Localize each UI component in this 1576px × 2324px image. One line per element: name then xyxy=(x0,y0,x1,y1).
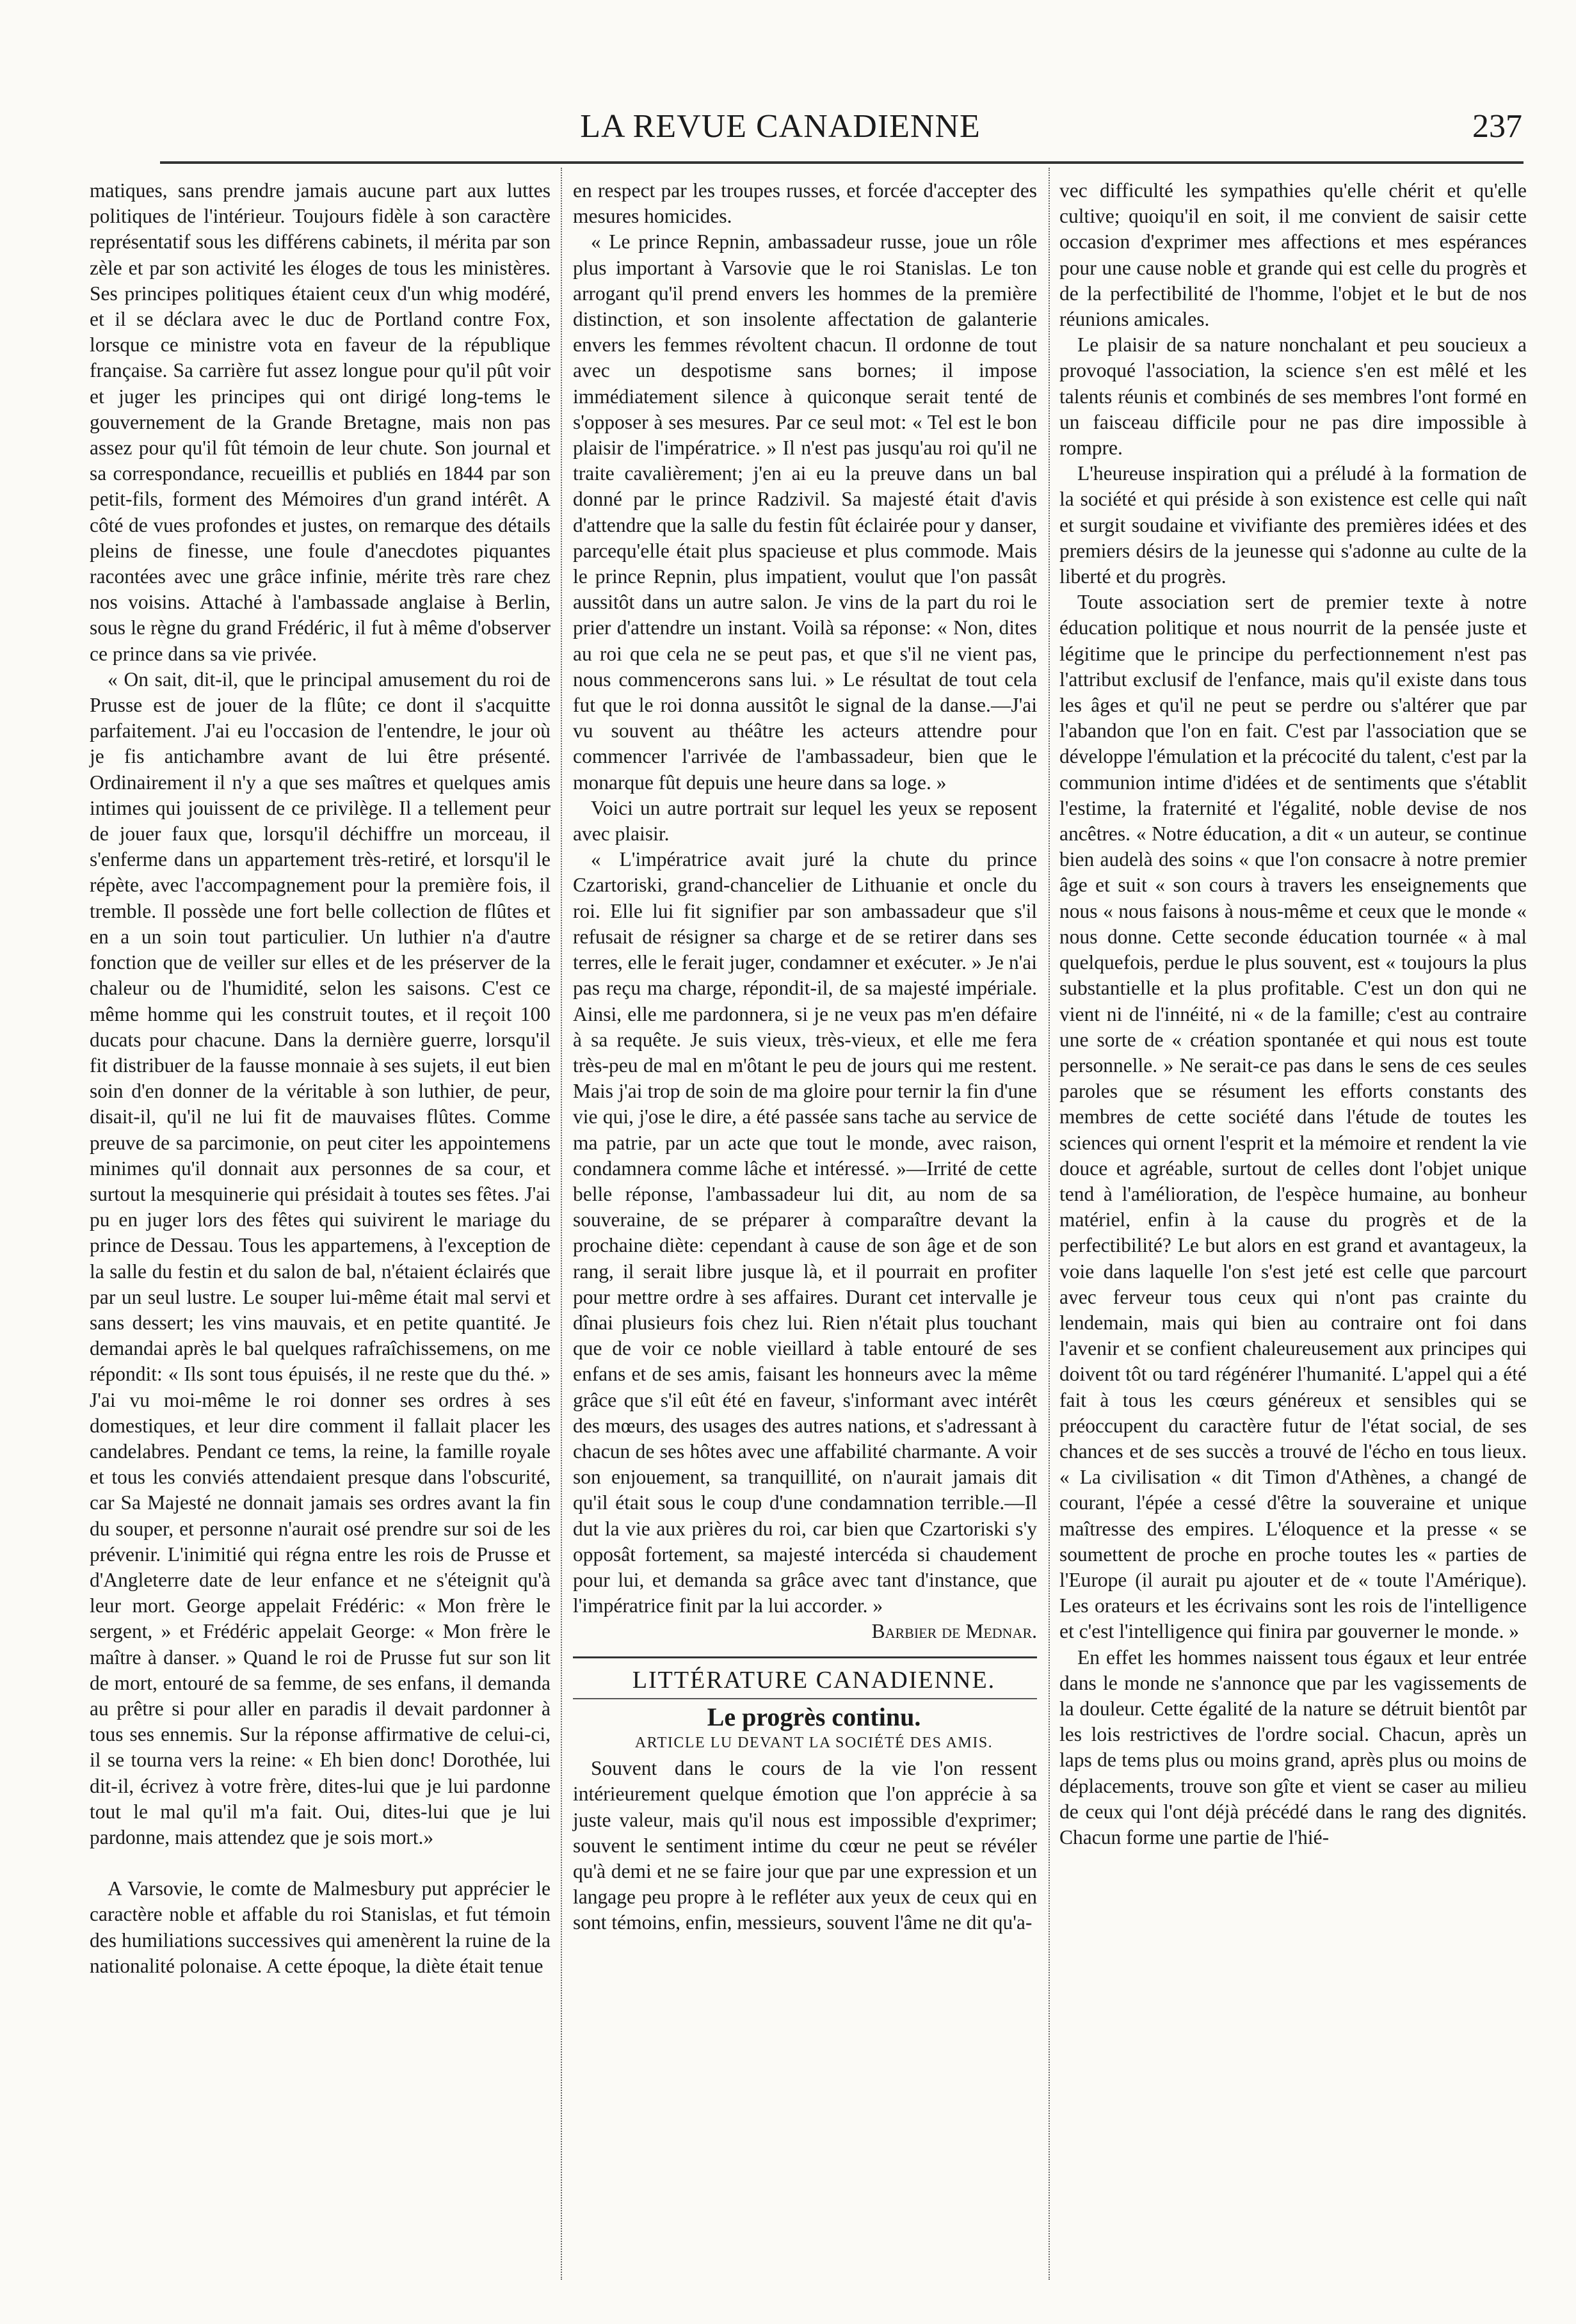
paragraph: vec difficulté les sympathies qu'elle chérit et qu'elle cultive; quoiqu'il en soit, il me convient de saisir cette occasion d'exprimer mes affections et mes espérances pour une cause noble et grande qui est celle du progrès et de la perfectibilité de l'homme, l'objet et le but de nos réunions amicales. xyxy=(1059,179,1527,331)
header-rule xyxy=(160,161,1524,164)
paragraph: en respect par les troupes russes, et forcée d'accepter des mesures homicides. xyxy=(573,179,1037,228)
paragraph: « L'impératrice avait juré la chute du prince Czartoriski, grand-chancelier de Lithuanie et oncle du roi. Elle lui fit signifier par son ambassadeur que s'il refusait de résigner sa charge et de se retirer dans ses terres, elle le ferait juger, condamner et exécuter. » Je n'ai pas reçu ma charge, répondit-il, de sa majesté impériale. Ainsi, elle me pardonnera, si je ne veux pas m'en défaire à sa requête. Je suis vieux, très-vieux, et elle me fera très-peu de mal en m'ôtant le peu de jours qui me restent. Mais j'ai trop de soin de ma gloire pour ternir la fin d'une vie qui, j'ose le dire, a été passée sans tache au service de ma patrie, par un acte que tout le monde, avec raison, condamnera comme lâche et intéressé. »—Irrité de cette belle réponse, l'ambassadeur lui dit, au nom de sa souveraine, de se préparer à comparaître devant la prochaine diète: cependant à cause de son âge et de son rang, il serait libre jusque là, et il pourrait en profiter pour mettre ordre à ses affaires. Durant cet intervalle je dînai plusieurs fois chez lui. Rien n'était plus touchant que de voir ce noble vieillard à table entouré de ses enfans et de ses amis, faisant les honneurs avec la même grâce que s'il eût été en faveur, s'informant avec intérêt des mœurs, des usages des autres nations, et s'adressant à chacun de ses hôtes avec une affabilité charmante. A voir son enjouement, sa tranquillité, on n'aurait jamais dit qu'il était sous le coup d'une condamnation terrible.—Il dut la vie aux prières du roi, car bien que Czartoriski s'y opposât fortement, sa majesté intercéda si chaudement pour lui, et demanda sa grâce avec tant d'instance, que l'impératrice finit par la lui accorder. » xyxy=(573,848,1037,1617)
journal-title: LA REVUE CANADIENNE xyxy=(580,108,981,145)
paragraph: Souvent dans le cours de la vie l'on ressent intérieurement quelque émotion que l'on apprécie à sa juste valeur, mais qu'il nous est impossible d'exprimer; souvent le sentiment intime du cœur ne peut se révéler qu'à demi et ne se faire jour que par une expression et un langage peu propre à le refléter aux yeux de ceux qui en sont témoins, enfin, messieurs, souvent l'âme ne dit qu'a- xyxy=(573,1757,1037,1934)
section-title: LITTÉRATURE CANADIENNE. xyxy=(632,1666,996,1694)
paragraph: matiques, sans prendre jamais aucune part aux luttes politiques de l'intérieur. Toujours fidèle à son caractère représentatif sous les différens cabinets, il mérita par son zèle et par son activité les éloges de tous les ministères. Ses principes politiques étaient ceux d'un whig modéré, et il se déclara avec le duc de Portland contre Fox, lorsque ce ministre vota en faveur de la république française. Sa carrière fut assez longue pour qu'il pût voir et juger les principes qui ont dirigé long-tems le gouvernement de la Grande Bretagne, mais non pas assez pour qu'il fût témoin de leur chute. Son journal et sa correspondance, recueillis et publiés en 1844 par son petit-fils, forment des Mémoires d'un grand intérêt. A côté de vues profondes et justes, on remarque des détails pleins de finesse, une foule d'anecdotes piquantes racontées avec une grâce infinie, mérite très rare chez nos voisins. Attaché à l'ambassade anglaise à Berlin, sous le règne du grand Frédéric, il fut à même d'observer ce prince dans sa vie privée. xyxy=(90,179,551,665)
paragraph: « Le prince Repnin, ambassadeur russe, joue un rôle plus important à Varsovie que le roi Stanislas. Le ton arrogant qu'il prend envers les hommes de la première distinction, et son insolente affectation de galanterie envers les femmes révoltent chacun. Il ordonne de tout avec un despotisme sans bornes; il impose immédiatement silence à quiconque serait tenté de s'opposer à ses mesures. Par ce seul mot: « Tel est le bon plaisir de l'impératrice. » Il n'est pas jusqu'au roi qu'il ne traite cavalièrement; j'en ai eu la preuve dans un bal donné par le prince Radzivil. Sa majesté était d'avis d'attendre que la salle du festin fût éclairée pour y danser, parcequ'elle était plus spacieuse et plus commode. Mais le prince Repnin, plus impatient, voulut que l'on passât aussitôt dans un autre salon. Je vins de la part du roi le prier d'attendre un instant. Voilà sa réponse: « Non, dites au roi que cela ne se peut pas, et que s'il ne vient pas, nous commencerons sans lui. » Le résultat de tout cela fut que le roi donna aussitôt le signal de la danse.—J'ai vu souvent au théâtre les acteurs attendre pour commencer l'arrivée de l'ambassadeur, bien que le monarque fût depuis une heure dans sa loge. » xyxy=(573,230,1037,794)
paragraph: L'heureuse inspiration qui a préludé à la formation de la société et qui préside à son existence est celle qui naît et surgit soudaine et vivifiante des premières idées et des premiers désirs de la jeunesse qui s'adonne au culte de la liberté et du progrès. xyxy=(1059,462,1527,588)
signature: Barbier de Mednar. xyxy=(871,1620,1037,1643)
article-title: Le progrès continu. xyxy=(707,1702,921,1731)
paragraph: Voici un autre portrait sur lequel les yeux se reposent avec plaisir. xyxy=(573,796,1037,845)
paragraph: A Varsovie, le comte de Malmesbury put apprécier le caractère noble et affable du roi Stanislas, et fut témoin des humiliations successives qui amenèrent la ruine de la nationalité polonaise. A cette époque, la diète était tenue xyxy=(90,1877,551,1977)
section-rule xyxy=(573,1656,1037,1658)
paragraph: Le plaisir de sa nature nonchalant et peu soucieux a provoqué l'association, la science s'en est mêlé et les talents réunis et combinés de ses membres l'ont formé en un faisceau difficile pour ne pas dire impossible à rompre. xyxy=(1059,333,1527,460)
column-3 xyxy=(1059,178,1527,1850)
paragraph: « On sait, dit-il, que le principal amusement du roi de Prusse est de jouer de la flûte; ce dont il s'acquitte parfaitement. J'ai eu l'occasion de l'entendre, le jour où je fis antichambre avant de lui être présenté. Ordinairement il n'y a que ses maîtres et quelques amis intimes qui jouissent de ce privilège. Il a tellement peur de jouer faux que, lorsqu'il déchiffre un morceau, il s'enferme dans un appartement très-retiré, et lorsqu'il le répète, avec l'accompagnement pour la première fois, il tremble. Il possède une fort belle collection de flûtes et en a un soin tout particulier. Un luthier n'a d'autre fonction que de veiller sur elles et de les préserver de la chaleur ou de l'humidité, selon les saisons. C'est ce même homme qui les construit toutes, et il reçoit 100 ducats pour chacune. Dans la dernière guerre, lorsqu'il fit distribuer de la fausse monnaie à ses sujets, il eut bien soin d'en donner de la véritable à son luthier, de peur, disait-il, qu'il ne lui fit de mauvaises flûtes. Comme preuve de sa parcimonie, on peut citer les appointemens minimes qu'il donnait aux personnes de sa cour, et surtout la mesquinerie qui présidait à toutes ses fêtes. J'ai pu en juger lors des fêtes qui suivirent le mariage du prince de Dessau. Tous les appartemens, à l'exception de la salle du festin et du salon de bal, n'étaient éclairés que par un seul lustre. Le souper lui-même était mal servi et sans dessert; les vins mauvais, et en petite quantité. Je demandai après le bal quelques rafraîchissemens, on me répondit: « Ils sont tous épuisés, il ne reste que du thé. » J'ai vu moi-même le roi donner ses ordres à ses domestiques, et leur dire comment il fallait placer les candelabres. Pendant ce tems, la reine, la famille royale et tous les conviés attendaient presque dans l'obscurité, car Sa Majesté ne donnait jamais ses ordres avant la fin du souper, et personne n'aurait osé prendre sur soi de les prévenir. L'inimitié qui régna entre les rois de Prusse et d'Angleterre date de leur enfance et ne s'éteignit qu'à leur mort. George appelait Frédéric: « Mon frère le sergent, » et Frédéric appelait George: « Mon frère le maître à danser. » Quand le roi de Prusse fut sur son lit de mort, entouré de sa femme, de ses enfans, il demanda au prêtre si pour aller en paradis il devait pardonner à tous ses ennemis. Sur la réponse affirmative de celui-ci, il se tourna vers la reine: « Eh bien donc! Dorothée, lui dit-il, écrivez à votre frère, dites-lui que je lui pardonne tout le mal qu'il m'a fait. Oui, dites-lui que je lui pardonne, mais attendez que je sois mort.» xyxy=(90,668,551,1848)
column-2 xyxy=(573,178,1037,1936)
article-subtitle: ARTICLE LU DEVANT LA SOCIÉTÉ DES AMIS. xyxy=(634,1734,993,1751)
column-1 xyxy=(90,178,551,1979)
running-header xyxy=(38,108,1522,152)
column-separator xyxy=(1049,168,1050,2280)
column-separator xyxy=(561,168,562,2280)
section-rule-thin xyxy=(573,1698,1037,1699)
paragraph: En effet les hommes naissent tous égaux et leur entrée dans le monde ne s'annonce que par les vagissements de la douleur. Cette égalité de la nature se détruit bientôt par les lois restrictives de l'ordre social. Chacun, après un laps de tems plus ou moins grand, après plus ou moins de déplacements, trouve son gîte et vient se caser au milieu de ceux qui l'ont déjà précédé dans le rang des dignités. Chacun forme une partie de l'hié- xyxy=(1059,1646,1527,1848)
page-number: 237 xyxy=(1472,108,1522,145)
paragraph: Toute association sert de premier texte à notre éducation politique et nous nourrit de la pensée juste et légitime que le principe du perfectionnement n'est pas l'attribut exclusif de l'enfance, mais qu'il existe dans tous les âges et qu'il ne peut se perdre ou s'altérer que par l'abandon que l'on en fait. C'est par l'association que se développe l'émulation et la précocité du talent, c'est par la communion intime d'idées et de sentiments que s'établit l'estime, la fraternité et l'égalité, noble devise de nos ancêtres. « Notre éducation, a dit « un auteur, se continue bien audelà des soins « que l'on consacre à notre premier âge et suit « son cours à travers les enseignements que nous « nous faisons à nous-même et ceux que le monde « nous donne. Cette seconde éducation tournée « à mal quelquefois, perdue le plus souvent, est « toujours la plus substantielle et la plus profitable. C'est un don qui ne vient ni de l'innéité, ni « de la famille; c'est au contraire une sorte de « création spontanée et qui nous est toute personnelle. » Ne serait-ce pas dans le sens de ces seules paroles que se résument les efforts constants des membres de cette société dans l'étude de toutes les sciences qui ornent l'esprit et la mémoire et rendent la vie douce et agréable, surtout de celles dont l'objet unique tend à l'amélioration, de l'espèce humaine, au bonheur matériel, enfin à la cause du progrès et de la perfectibilité? Le but alors en est grand et avantageux, la voie dans laquelle l'on s'est jeté est celle que parcourt avec ferveur tous ceux qui n'ont pas crainte du lendemain, mais qui bien au contraire ont foi dans l'avenir et se confient chaleureusement aux principes qui doivent tôt ou tard régénérer l'humanité. L'appel qui a été fait à tous les cœurs généreux et sensibles qui se préoccupent du caractère futur de l'état social, de ses chances et de ses succès a trouvé de l'écho en tous lieux. « La civilisation « dit Timon d'Athènes, a changé de courant, l'épée a cessé d'être la souveraine et unique maîtresse des empires. L'éloquence et la presse « se soumettent de proche en proche toutes les « parties de l'Europe (il aurait pu ajouter et de « toute l'Amérique). Les orateurs et les écrivains sont les rois de l'intelligence et c'est l'intelligence qui finira par gouverner le monde. » xyxy=(1059,591,1527,1643)
